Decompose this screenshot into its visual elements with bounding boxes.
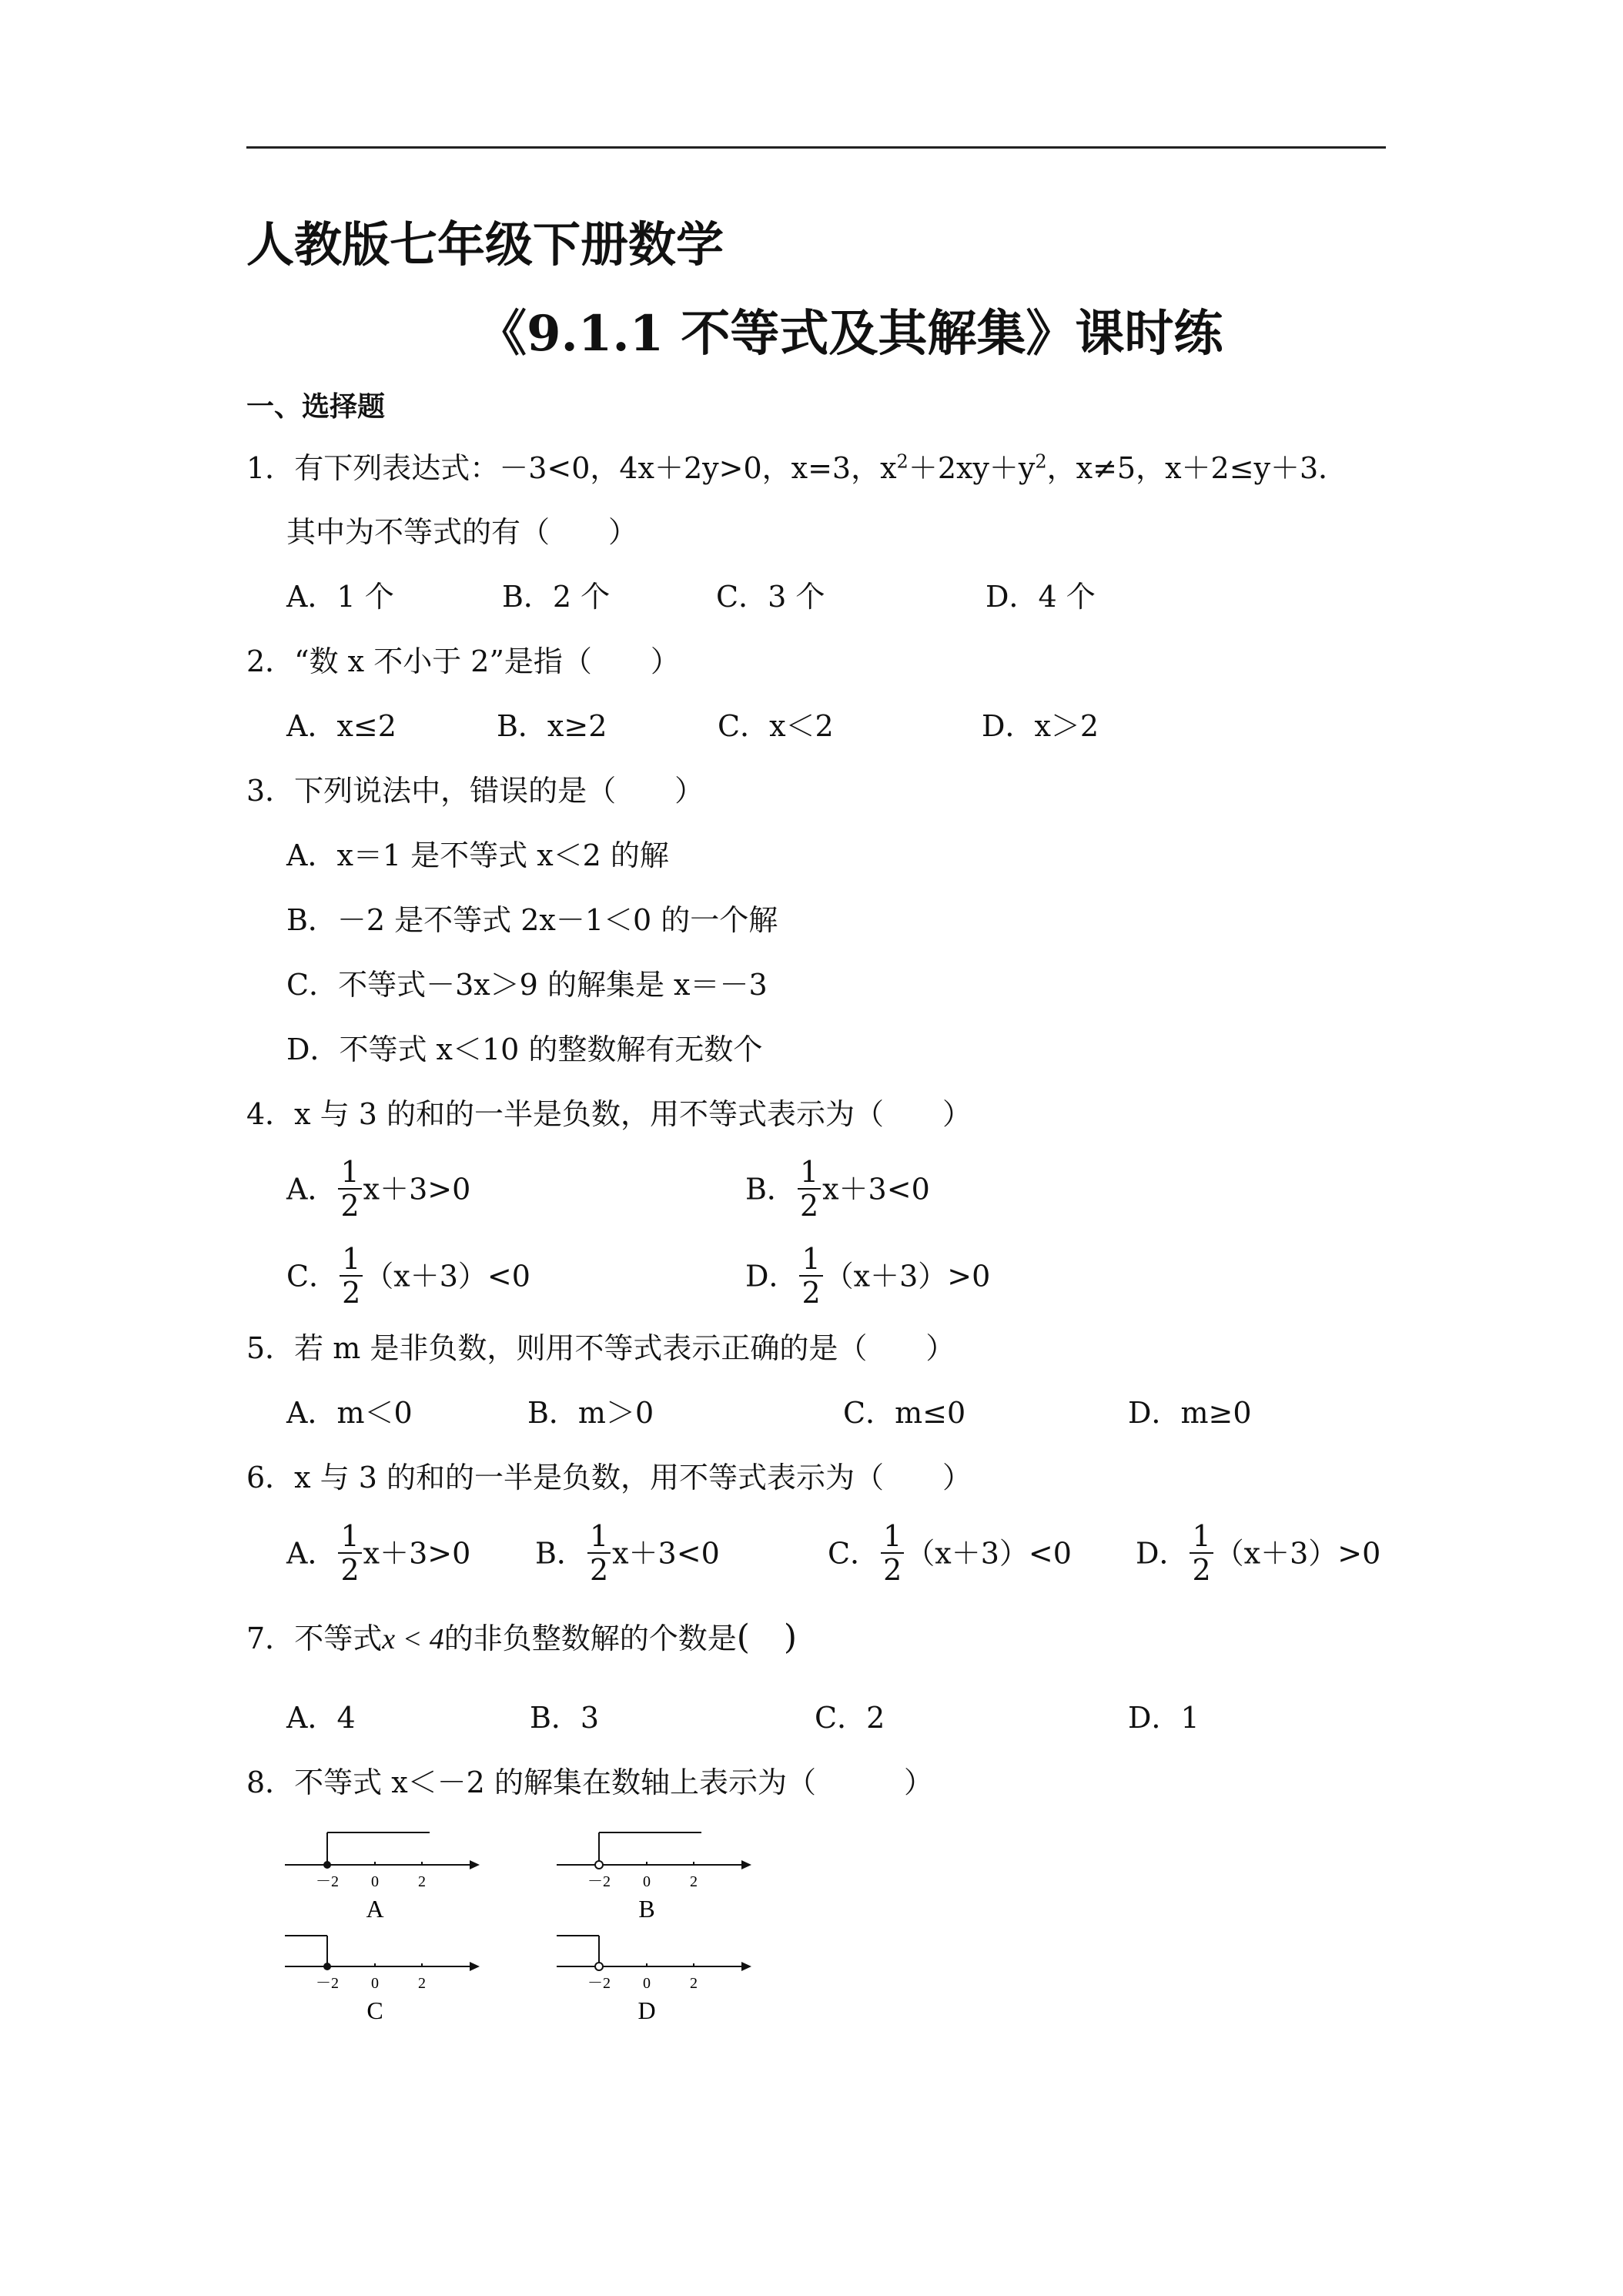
tick-label: 2	[418, 1873, 426, 1890]
tick-label: －2	[587, 1873, 611, 1890]
section-heading: 一、选择题	[246, 390, 386, 423]
tick-label: 0	[371, 1975, 379, 1992]
header-rule	[246, 146, 1386, 149]
tick-label: 0	[643, 1975, 651, 1992]
q5-option-c: C．m≤0	[843, 1396, 966, 1430]
diagram-label: C	[366, 1996, 383, 2024]
q4-option-c: C． $\frac{1}{2}$ （x＋3）<0	[286, 1242, 530, 1310]
diagram-label: B	[638, 1895, 655, 1923]
q5-option-a: A．m＜0	[286, 1396, 413, 1430]
q1-option-b: B．2 个	[502, 580, 611, 614]
tick-label: 0	[643, 1873, 651, 1890]
q8-stem: 8．不等式 x＜－2 的解集在数轴上表示为（ ）	[246, 1766, 933, 1799]
number-line-b	[553, 1819, 753, 1926]
fraction: $\frac{1}{2}$	[881, 1520, 904, 1586]
q1-option-c: C．3 个	[716, 580, 825, 614]
fraction: $\frac{1}{2}$	[338, 1156, 361, 1222]
diagram-label: A	[366, 1895, 384, 1923]
tick-label: －2	[587, 1975, 611, 1992]
number-line-a	[281, 1819, 481, 1926]
doc-subtitle: 《9.1.1 不等式及其解集》课时练	[477, 305, 1223, 363]
q5-option-b: B．m＞0	[527, 1396, 654, 1430]
q2-option-d: D．x＞2	[982, 709, 1099, 743]
q3-option-b: B．－2 是不等式 2x－1＜0 的一个解	[286, 903, 778, 937]
q7-stem: 7．不等式x < 4的非负整数解的个数是( )	[246, 1618, 798, 1657]
fraction: $\frac{1}{2}$	[1190, 1520, 1213, 1586]
q6-stem: 6．x 与 3 的和的一半是负数，用不等式表示为（ ）	[246, 1461, 972, 1494]
q5-option-d: D．m≥0	[1128, 1396, 1252, 1430]
q7-option-b: B．3	[530, 1701, 600, 1735]
tick-label: 2	[418, 1975, 426, 1992]
q1-stem: 1．有下列表达式：－3<0，4x＋2y>0，x=3，$x^2+2xy+y^2$，x≠5，x＋2≤y＋3．	[246, 450, 1348, 485]
q2-option-b: B．x≥2	[497, 709, 607, 743]
q3-option-d: D．不等式 x＜10 的整数解有无数个	[286, 1033, 763, 1066]
q3-stem: 3．下列说法中，错误的是（ ）	[246, 774, 704, 808]
tick-label: －2	[316, 1873, 339, 1890]
q6-option-d: D． $\frac{1}{2}$ （x＋3）>0	[1136, 1519, 1381, 1587]
fraction: $\frac{1}{2}$	[798, 1156, 821, 1222]
tick-label: －2	[316, 1975, 339, 1992]
q1-stem-line2: 其中为不等式的有（ ）	[286, 515, 638, 549]
q3-option-c: C．不等式－3x＞9 的解集是 x＝－3	[286, 968, 768, 1002]
q6-option-a: A． $\frac{1}{2}$ x＋3>0	[286, 1519, 471, 1587]
q7-option-c: C．2	[815, 1701, 885, 1735]
fraction: $\frac{1}{2}$	[340, 1243, 363, 1309]
tick-label: 2	[690, 1975, 698, 1992]
q1-option-a: A．1 个	[286, 580, 394, 614]
q5-stem: 5．若 m 是非负数，则用不等式表示正确的是（ ）	[246, 1331, 955, 1365]
q1-option-d: D．4 个	[986, 580, 1096, 614]
q4-option-a: A． $\frac{1}{2}$ x＋3>0	[286, 1155, 471, 1223]
q7-option-d: D．1	[1128, 1701, 1200, 1735]
q2-option-c: C．x＜2	[718, 709, 834, 743]
fraction: $\frac{1}{2}$	[799, 1243, 822, 1309]
q4-option-b: B． $\frac{1}{2}$ x＋3<0	[745, 1155, 930, 1223]
q7-option-a: A．4	[286, 1701, 356, 1735]
fraction: $\frac{1}{2}$	[338, 1520, 361, 1586]
q6-option-b: B． $\frac{1}{2}$ x＋3<0	[535, 1519, 720, 1587]
doc-title: 人教版七年级下册数学	[246, 216, 724, 273]
q4-option-d: D． $\frac{1}{2}$ （x＋3）>0	[745, 1242, 991, 1310]
q4-stem: 4．x 与 3 的和的一半是负数，用不等式表示为（ ）	[246, 1097, 972, 1131]
tick-label: 2	[690, 1873, 698, 1890]
number-line-d	[553, 1920, 753, 2028]
q2-stem: 2．“数 x 不小于 2”是指（ ）	[246, 644, 680, 678]
diagram-label: D	[637, 1996, 656, 2024]
tick-label: 0	[371, 1873, 379, 1890]
q6-option-c: C． $\frac{1}{2}$ （x＋3）<0	[828, 1519, 1072, 1587]
q3-option-a: A．x＝1 是不等式 x＜2 的解	[286, 838, 669, 872]
fraction: $\frac{1}{2}$	[587, 1520, 611, 1586]
number-line-c	[281, 1920, 481, 2028]
q2-option-a: A．x≤2	[286, 709, 397, 743]
